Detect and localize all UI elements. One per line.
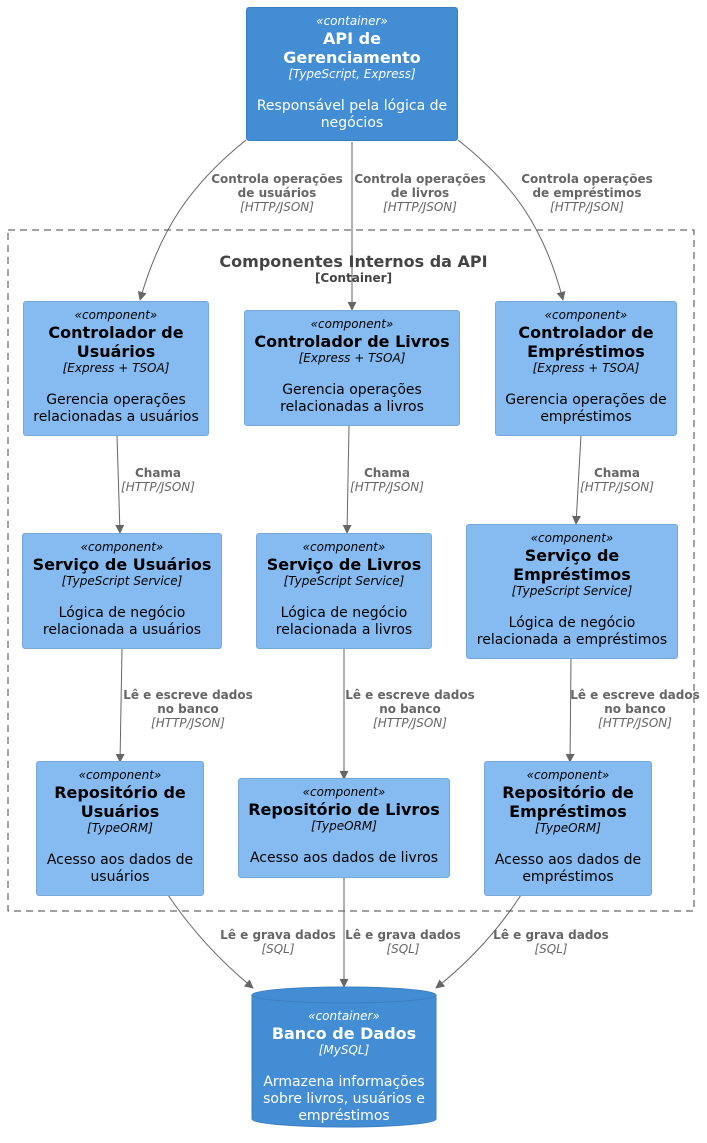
label-api-users-proto: [HTTP/JSON] (240, 200, 314, 214)
label-rw-books (338, 688, 482, 730)
repo-users-stereotype: «component» (78, 768, 162, 782)
repo-loans-title: Repositório de Empréstimos (502, 783, 634, 821)
svc-loans-stereotype: «component» (530, 531, 614, 545)
label-db-loans (487, 928, 615, 956)
label-api-books-proto: [HTTP/JSON] (383, 200, 457, 214)
label-call-books-text: Chama (363, 466, 411, 480)
db-desc: Armazena informações sobre livros, usuários e empréstimos (263, 1074, 425, 1124)
label-api-users (206, 172, 348, 214)
repo-books-tech: [TypeORM] (311, 819, 377, 833)
label-call-books (337, 466, 437, 494)
label-db-users-text: Lê e grava dados (220, 928, 336, 942)
label-rw-loans (564, 688, 706, 730)
api-stereotype: «container» (316, 14, 388, 28)
repo-books-desc: Acesso aos dados de livros (249, 850, 439, 866)
label-rw-loans-text: Lê e escreve dados no banco (570, 688, 700, 716)
repo-users-desc: Acesso aos dados de usuários (46, 852, 194, 885)
api-container[interactable] (246, 7, 458, 141)
ctrl-books-box[interactable] (244, 310, 460, 426)
svc-loans-desc: Lógica de negócio relacionada a empréstimos (476, 615, 668, 648)
label-call-books-proto: [HTTP/JSON] (350, 480, 424, 494)
ctrl-loans-desc: Gerencia operações de empréstimos (505, 392, 667, 425)
svc-books-tech: [TypeScript Service] (283, 574, 405, 588)
label-rw-loans-proto: [HTTP/JSON] (598, 716, 672, 730)
ctrl-users-title: Controlador de Usuários (48, 323, 184, 361)
svc-users-title: Serviço de Usuários (32, 555, 212, 574)
label-db-users (214, 928, 342, 956)
label-rw-users-text: Lê e escreve dados no banco (123, 688, 253, 716)
label-db-books (339, 928, 467, 956)
api-tech: [TypeScript, Express] (288, 67, 416, 81)
svc-loans-title: Serviço de Empréstimos (513, 546, 631, 584)
ctrl-users-stereotype: «component» (74, 308, 158, 322)
repo-users-tech: [TypeORM] (87, 821, 153, 835)
label-rw-books-proto: [HTTP/JSON] (373, 716, 447, 730)
svc-users-box[interactable] (22, 533, 222, 649)
svc-books-title: Serviço de Livros (266, 555, 422, 574)
label-api-books (350, 172, 490, 214)
repo-books-stereotype: «component» (302, 785, 386, 799)
label-db-users-proto: [SQL] (261, 942, 295, 956)
label-db-books-proto: [SQL] (386, 942, 420, 956)
repo-users-title: Repositório de Usuários (54, 783, 186, 821)
label-rw-users (116, 688, 260, 730)
svc-books-box[interactable] (256, 533, 432, 649)
ctrl-books-tech: [Express + TSOA] (298, 351, 406, 365)
label-api-users-text: Controla operações de usuários (211, 172, 343, 200)
label-db-loans-text: Lê e grava dados (493, 928, 609, 942)
label-call-users-proto: [HTTP/JSON] (121, 480, 195, 494)
svc-users-tech: [TypeScript Service] (61, 574, 183, 588)
ctrl-books-stereotype: «component» (310, 317, 394, 331)
svc-books-stereotype: «component» (302, 540, 386, 554)
label-call-loans-proto: [HTTP/JSON] (580, 480, 654, 494)
repo-loans-stereotype: «component» (526, 768, 610, 782)
svc-loans-box[interactable] (466, 524, 678, 659)
repo-loans-box[interactable] (484, 761, 652, 896)
boundary-subtitle: [Container] (314, 271, 393, 285)
label-call-loans (567, 466, 667, 494)
label-api-loans-text: Controla operações de empréstimos (521, 172, 653, 200)
label-db-loans-proto: [SQL] (534, 942, 568, 956)
svc-books-desc: Lógica de negócio relacionada a livros (275, 605, 413, 638)
repo-users-box[interactable] (36, 761, 204, 896)
repo-books-title: Repositório de Livros (248, 800, 440, 819)
db-stereotype: «container» (308, 1009, 380, 1023)
ctrl-loans-stereotype: «component» (544, 308, 628, 322)
boundary-title (0, 252, 707, 285)
label-call-users (108, 466, 208, 494)
db-tech: [MySQL] (318, 1043, 370, 1057)
db-title: Banco de Dados (271, 1024, 417, 1043)
label-rw-books-text: Lê e escreve dados no banco (345, 688, 475, 716)
ctrl-books-title: Controlador de Livros (254, 332, 450, 351)
ctrl-users-desc: Gerencia operações relacionadas a usuários (33, 392, 199, 425)
boundary-title-text: Componentes Internos da API (219, 252, 488, 271)
ctrl-loans-title: Controlador de Empréstimos (518, 323, 654, 361)
label-api-books-text: Controla operações de livros (354, 172, 486, 200)
api-title: API de Gerenciamento (283, 29, 421, 67)
repo-loans-desc: Acesso aos dados de empréstimos (494, 852, 642, 885)
label-api-loans (512, 172, 662, 214)
svc-users-desc: Lógica de negócio relacionada a usuários (42, 605, 202, 638)
svc-loans-tech: [TypeScript Service] (511, 584, 633, 598)
repo-books-box[interactable] (238, 778, 450, 878)
database-container[interactable] (252, 987, 436, 1127)
api-desc: Responsável pela lógica de negócios (256, 98, 448, 131)
ctrl-loans-tech: [Express + TSOA] (532, 361, 640, 375)
label-call-loans-text: Chama (593, 466, 641, 480)
label-api-loans-proto: [HTTP/JSON] (550, 200, 624, 214)
ctrl-loans-box[interactable] (495, 301, 677, 436)
label-rw-users-proto: [HTTP/JSON] (151, 716, 225, 730)
label-call-users-text: Chama (134, 466, 182, 480)
ctrl-books-desc: Gerencia operações relacionadas a livros (280, 382, 424, 415)
svc-users-stereotype: «component» (80, 540, 164, 554)
label-db-books-text: Lê e grava dados (345, 928, 461, 942)
ctrl-users-tech: [Express + TSOA] (62, 361, 170, 375)
ctrl-users-box[interactable] (23, 301, 209, 436)
repo-loans-tech: [TypeORM] (535, 821, 601, 835)
